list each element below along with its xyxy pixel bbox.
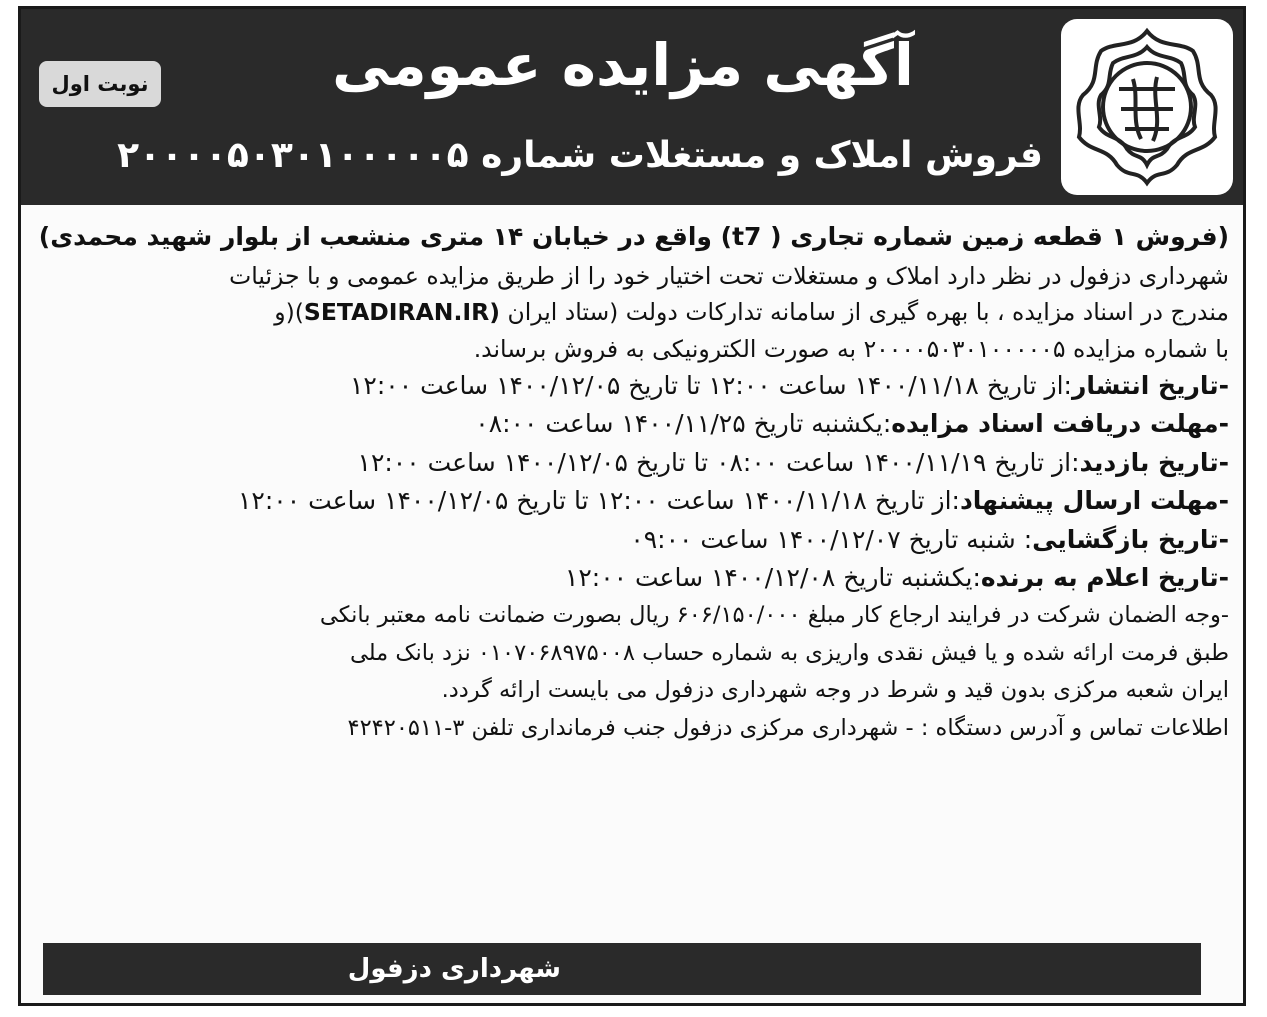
schedule-winner-label: -تاریخ اعلام به برنده: [980, 563, 1229, 593]
schedule-opening-value: : شنبه تاریخ ۱۴۰۰/۱۲/۰۷ ساعت ۰۹:۰۰: [630, 524, 1033, 554]
schedule-documents-value: :یکشنبه تاریخ ۱۴۰۰/۱۱/۲۵ ساعت ۰۸:۰۰: [475, 409, 892, 439]
contact-info: اطلاعات تماس و آدرس دستگاه : - شهرداری مرکزی دزفول جنب فرمانداری تلفن ۳-۴۲۴۲۰۵۱۱: [347, 714, 1229, 741]
schedule-documents: [39, 405, 1229, 443]
advertisement-body: [39, 219, 1229, 747]
footer-signature: شهرداری دزفول: [347, 954, 561, 984]
schedule-visit-label: -تاریخ بازدید: [1079, 447, 1229, 477]
page-subtitle: فروش املاک و مستغلات شماره ۲۰۰۰۰۵۰۳۰۱۰۰۰۰۰۵: [117, 135, 1043, 176]
schedule-proposal: [39, 482, 1229, 520]
schedule-publish: [39, 367, 1229, 405]
schedule-publish-label: -تاریخ انتشار: [1071, 371, 1229, 400]
intro-line-2-text: مندرج در اسناد مزایده ، با بهره گیری از سامانه تدارکات دولت (ستاد ایران: [500, 298, 1229, 326]
setadiran-site: (SETADIRAN.IR: [303, 298, 500, 326]
schedule-winner: [39, 559, 1229, 597]
footer-banner: [43, 943, 1201, 995]
intro-line-2-end: )(و: [274, 298, 304, 326]
deposit-line-2: طبق فرمت ارائه شده و یا فیش نقدی واریزی به شماره حساب ۰۱۰۷۰۶۸۹۷۵۰۰۸ نزد بانک ملی: [349, 639, 1229, 666]
intro-line-3: با شماره مزایده ۲۰۰۰۰۵۰۳۰۱۰۰۰۰۰۵ به صورت الکترونیکی به فروش برساند.: [473, 334, 1229, 363]
deposit-line-3: ایران شعبه مرکزی بدون قید و شرط در وجه شهرداری دزفول می بایست ارائه گردد.: [441, 677, 1229, 704]
schedule-opening: [39, 521, 1229, 559]
page-title: آگهی مزایده عمومی: [332, 31, 914, 99]
schedule-visit: [39, 444, 1229, 482]
deposit-line-1: -وجه الضمان شرکت در فرایند ارجاع کار مبلغ ۶۰۶/۱۵۰/۰۰۰ ریال بصورت ضمانت نامه معتبر بانکی: [319, 602, 1229, 629]
advertisement-frame: [18, 6, 1246, 1006]
intro-line-2: [39, 294, 1229, 331]
header-banner: [21, 9, 1243, 205]
schedule-proposal-label: -مهلت ارسال پیشنهاد: [959, 486, 1229, 516]
schedule-visit-value: :از تاریخ ۱۴۰۰/۱۱/۱۹ ساعت ۰۸:۰۰ تا تاریخ ۱۴۰۰/۱۲/۰۵ ساعت ۱۲:۰۰: [357, 447, 1080, 477]
schedule-winner-value: :یکشنبه تاریخ ۱۴۰۰/۱۲/۰۸ ساعت ۱۲:۰۰: [564, 563, 981, 593]
intro-line-1: شهرداری دزفول در نظر دارد املاک و مستغلات تحت اختیار خود را از طریق مزایده عمومی و با جزئیات: [229, 261, 1229, 290]
first-notice-badge: نوبت اول: [39, 61, 161, 107]
dezful-municipality-emblem-icon: [1061, 19, 1233, 195]
schedule-opening-label: -تاریخ بازگشایی: [1032, 524, 1229, 554]
headline: (فروش ۱ قطعه زمین شماره تجاری ( t7) واقع در خیابان ۱۴ متری منشعب از بلوار شهید محمدی): [39, 222, 1229, 251]
schedule-documents-label: -مهلت دریافت اسناد مزایده: [891, 409, 1229, 439]
emblem-graphic: [1061, 19, 1233, 195]
schedule-proposal-value: :از تاریخ ۱۴۰۰/۱۱/۱۸ ساعت ۱۲:۰۰ تا تاریخ ۱۴۰۰/۱۲/۰۵ ساعت ۱۲:۰۰: [237, 486, 960, 516]
schedule-publish-value: :از تاریخ ۱۴۰۰/۱۱/۱۸ ساعت ۱۲:۰۰ تا تاریخ ۱۴۰۰/۱۲/۰۵ ساعت ۱۲:۰۰: [349, 371, 1072, 400]
